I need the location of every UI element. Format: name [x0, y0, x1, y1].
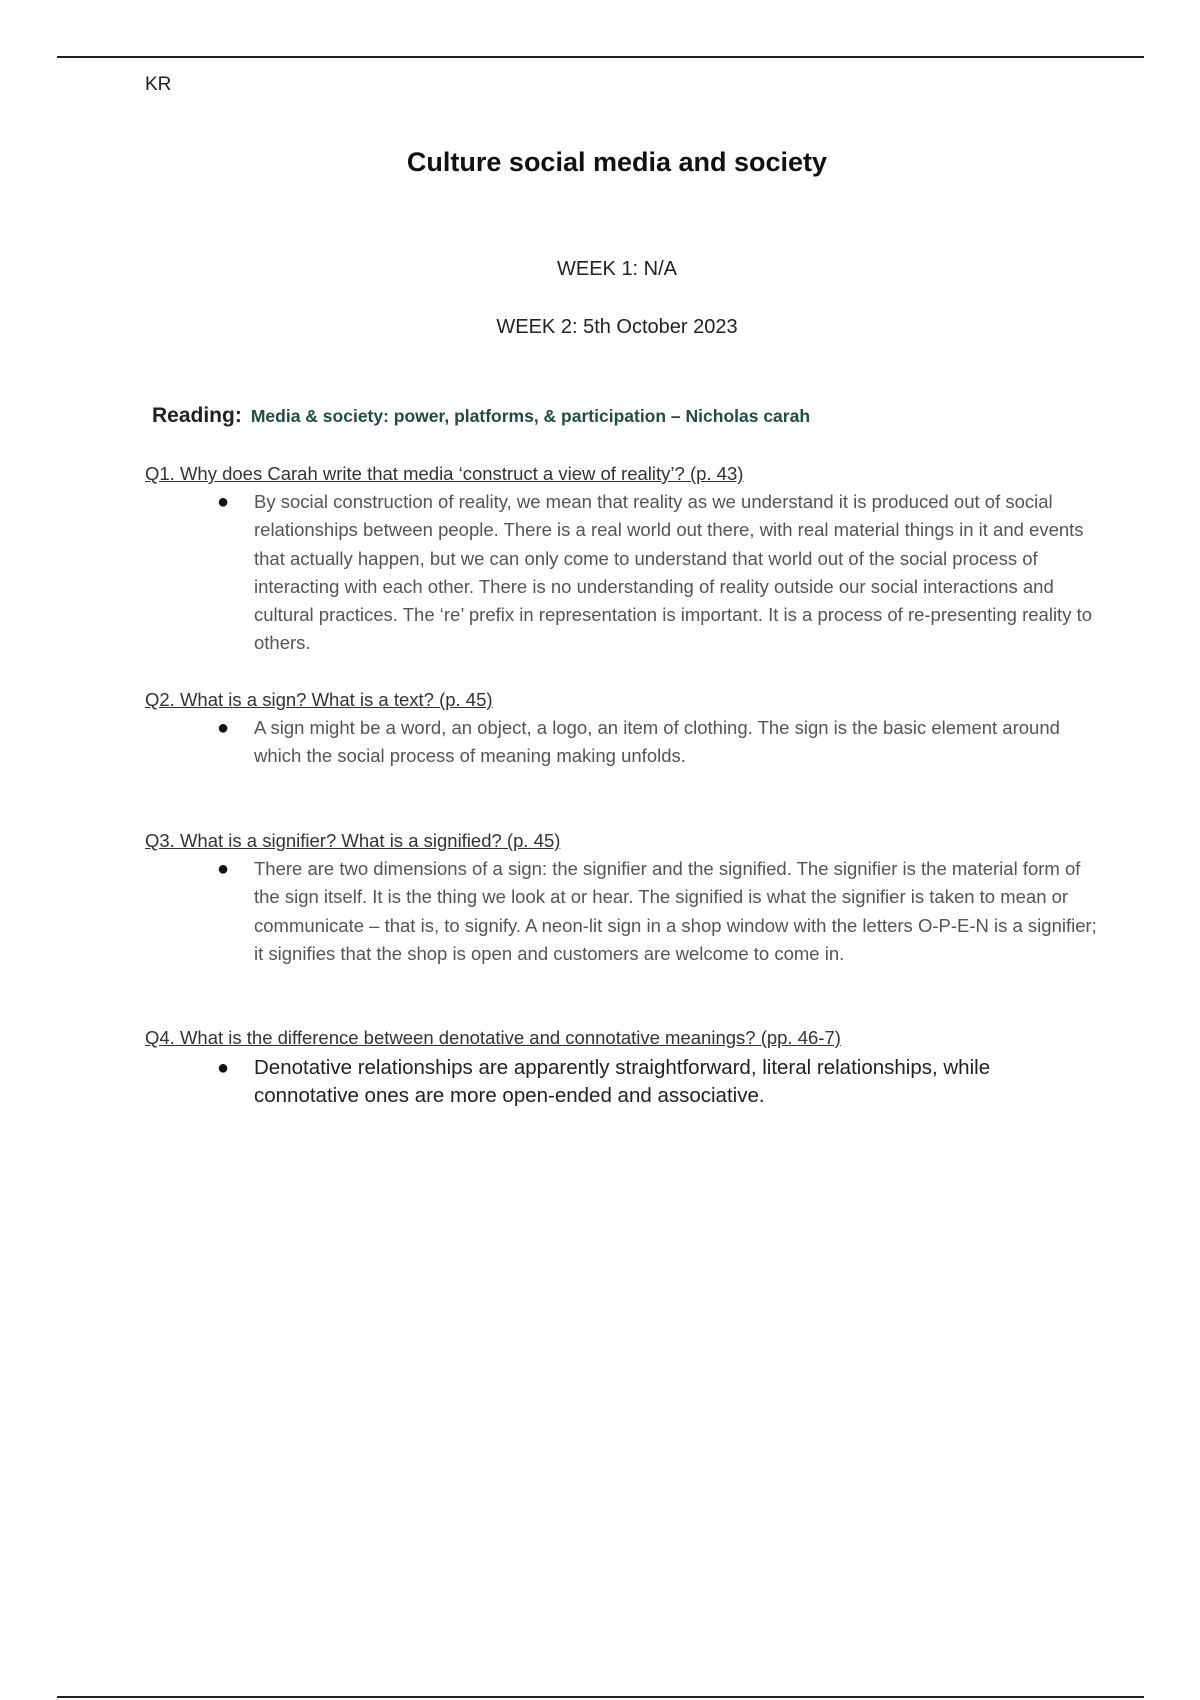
- bullet-icon: ●: [217, 717, 230, 739]
- answer-4: [217, 1054, 1099, 1111]
- answer-2: [217, 714, 1099, 771]
- answer-2-text: A sign might be a word, an object, a logo, an item of clothing. The sign is the basic element around which the social process of meaning making unfolds.: [254, 717, 1060, 767]
- top-rule: [57, 56, 1144, 58]
- answer-3-text: There are two dimensions of a sign: the signifier and the signified. The signifier is the material form of the sign itself. It is the thing we look at or hear. The signified is what the signifier is taken to mean or communicate – that is, to signify. A neon-lit sign in a shop window with the letters O-P-E-N is a signifier; it signifies that the shop is open and customers are welcome to come in.: [254, 858, 1097, 964]
- question-1: Q1. Why does Carah write that media ‘construct a view of reality’? (p. 43): [145, 463, 744, 484]
- answer-1-text: By social construction of reality, we mean that reality as we understand it is produced out of social relationships between people. There is a real world out there, with real material things in it and events that actually happen, but we can only come to understand that world out of the social process of interacting with each other. There is no understanding of reality outside our social interactions and cultural practices. The ‘re’ prefix in representation is important. It is a process of re-presenting reality to others.: [254, 491, 1093, 654]
- week-1-line: WEEK 1: N/A: [556, 258, 678, 280]
- answer-4-text: Denotative relationships are apparently straightforward, literal relationships, while connotative ones are more open-ended and associative.: [254, 1056, 991, 1108]
- bullet-icon: ●: [217, 1057, 230, 1079]
- reading-label: Reading:: [152, 404, 242, 427]
- page-title: Culture social media and society: [406, 147, 828, 177]
- question-4: Q4. What is the difference between denotative and connotative meanings? (pp. 46-7): [145, 1027, 841, 1048]
- answer-3: [217, 855, 1099, 968]
- answer-1: [217, 488, 1099, 658]
- author-initials: KR: [145, 74, 172, 95]
- question-3: Q3. What is a signifier? What is a signified? (p. 45): [145, 830, 561, 851]
- week-2-line: WEEK 2: 5th October 2023: [496, 316, 738, 338]
- bottom-rule: [57, 1696, 1144, 1698]
- question-2: Q2. What is a sign? What is a text? (p. 45): [145, 689, 493, 710]
- bullet-icon: ●: [217, 491, 230, 513]
- reading-line: [152, 404, 810, 428]
- bullet-icon: ●: [217, 858, 230, 880]
- reading-source: Media & society: power, platforms, & participation – Nicholas carah: [250, 406, 811, 426]
